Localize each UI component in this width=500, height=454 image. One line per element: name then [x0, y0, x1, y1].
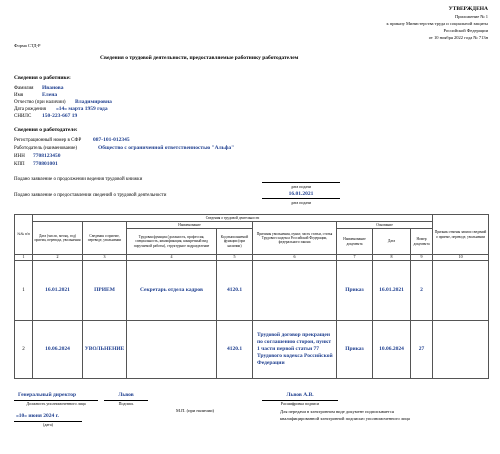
continue-statement-label: Подано заявление о продолжении ведения трудовой книжки: [14, 177, 143, 182]
col-number: 6: [253, 255, 337, 261]
col-number: 4: [127, 255, 217, 261]
provide-date-caption: дата подачи: [290, 199, 312, 205]
row-date: 16.01.2021: [33, 261, 83, 321]
first-name-label: Имя: [14, 93, 24, 98]
reg-number-label: Регистрационный номер в СФР: [14, 138, 82, 143]
employment-records-table: [14, 214, 489, 379]
snils-label: СНИЛС: [14, 114, 32, 119]
row-doc-name: Приказ: [337, 321, 373, 379]
appendix-label: Приложение № 1: [455, 14, 488, 19]
employer-name-value: Общество с ограниченной ответственностью "Альфа": [98, 144, 235, 151]
form-code: Форма СТД-Р: [14, 43, 41, 48]
row-code: 4120.1: [217, 321, 253, 379]
kpp-value: 770801001: [33, 160, 58, 167]
provide-date-value: 16.01.2021: [288, 190, 314, 197]
col-code-header: Код выполняемой функции (при наличии): [217, 229, 253, 255]
provide-statement-label: Подано заявление о предоставлении сведений о трудовой деятельности: [14, 193, 167, 198]
snils-value: 150-223-667 19: [42, 112, 78, 119]
table-row: [15, 261, 489, 321]
row-reason: [253, 261, 337, 321]
row-doc-num: 2: [411, 261, 433, 321]
col-number: 9: [411, 255, 433, 261]
col-doc-num-header: Номер документа: [411, 229, 433, 255]
group-header: Сведения о трудовой деятельности: [33, 215, 433, 222]
kpp-label: КПП: [14, 162, 25, 167]
col-number: 2: [33, 255, 83, 261]
row-doc-num: 27: [411, 321, 433, 379]
employee-section-title: Сведения о работнике:: [14, 75, 71, 81]
signer-position: Генеральный директор: [18, 392, 77, 398]
e-sign-note-line2: квалифицированной электронной подписью уполномоченного лица: [280, 416, 410, 421]
basis-group-header: Основание: [337, 222, 433, 229]
first-name-value: Елена: [42, 91, 58, 98]
patronymic-label: Отчество (при наличии): [14, 100, 66, 105]
signer-decoding: Львов А.В.: [286, 392, 314, 398]
birth-date-label: Дата рождения: [14, 107, 46, 112]
row-event: ПРИЕМ: [83, 261, 127, 321]
continue-date-caption: дата подачи: [290, 183, 312, 189]
row-doc-name: Приказ: [337, 261, 373, 321]
col-cancel-header: Признак отмены записи сведений о приеме, переводе, увольнении: [433, 215, 489, 255]
col-doc-name-header: Наименование документа: [337, 229, 373, 255]
last-name-value: Иванова: [42, 84, 64, 91]
col-number: 5: [217, 255, 253, 261]
signature-date: «10» июня 2024 г.: [16, 413, 59, 419]
order-date: от 10 ноября 2022 года № 713н: [428, 35, 488, 40]
order-reference: к приказу Министерства труда и социальной защиты: [386, 21, 488, 26]
row-cancel: [433, 321, 489, 379]
provide-date-line: [262, 198, 340, 199]
col-doc-date-header: Дата: [373, 229, 411, 255]
table-row: [15, 321, 489, 379]
col-reason-header: Причины увольнения, пункт, часть статьи, статья Трудового кодекса Российской Федерации, федерального закона: [253, 222, 337, 255]
signature-caption: Подпись: [118, 401, 134, 406]
col-number: 7: [337, 255, 373, 261]
col-number: 1: [15, 255, 33, 261]
row-date: 10.06.2024: [33, 321, 83, 379]
inn-value: 7708123450: [33, 152, 61, 159]
country-label: Российской Федерации: [443, 28, 488, 33]
col-number: 8: [373, 255, 411, 261]
row-event: УВОЛЬНЕНИЕ: [83, 321, 127, 379]
row-doc-date: 10.06.2024: [373, 321, 411, 379]
date-caption: (дата): [43, 422, 53, 427]
birth-date-value: «14» марта 1959 года: [56, 105, 108, 112]
reg-number-value: 087-101-012345: [93, 136, 130, 143]
inn-label: ИНН: [14, 154, 25, 159]
row-num: 1: [15, 261, 33, 321]
employer-name-label: Работодатель (наименование): [14, 146, 78, 151]
col-number: 3: [83, 255, 127, 261]
last-name-label: Фамилия: [14, 86, 34, 91]
col-position-header: Трудовая функция (должность, профессия, специальность, квалификация, конкретный вид поручаемой работы), структурное подразделение: [127, 229, 217, 255]
row-num: 2: [15, 321, 33, 379]
row-reason: Трудовой договор прекращен по соглашению сторон, пункт 1 части первой статьи 77 Трудового кодекса Российской Федерации: [253, 321, 337, 379]
approved-stamp: УТВЕРЖДЕНА: [448, 6, 488, 12]
e-sign-note-line1: Для передачи в электронном виде документ подписывается: [280, 409, 394, 414]
decoding-caption: Расшифровка подписи: [280, 401, 320, 406]
row-position: Секретарь отдела кадров: [127, 261, 217, 321]
patronymic-value: Владимировна: [75, 98, 112, 105]
row-position: [127, 321, 217, 379]
document-title: Сведения о трудовой деятельности, предоставляемые работнику работодателем: [100, 55, 299, 61]
col-num-header: №№ п/п: [15, 215, 33, 255]
col-date-header: Дата (число, месяц, год) приема, перевода, увольнения: [33, 222, 83, 255]
name-group-header: Наименование: [127, 222, 253, 229]
row-cancel: [433, 261, 489, 321]
stamp-caption: М.П. (при наличии): [176, 408, 214, 413]
row-doc-date: 16.01.2021: [373, 261, 411, 321]
signer-signature: Львов: [118, 392, 134, 398]
position-caption: Должность уполномоченного лица: [26, 401, 86, 406]
continue-date-line: [262, 182, 340, 183]
col-event-header: Сведения о приеме, переводе, увольнении: [83, 222, 127, 255]
employer-section-title: Сведения о работодателе:: [14, 127, 78, 133]
col-number: 10: [433, 255, 489, 261]
row-code: 4120.1: [217, 261, 253, 321]
